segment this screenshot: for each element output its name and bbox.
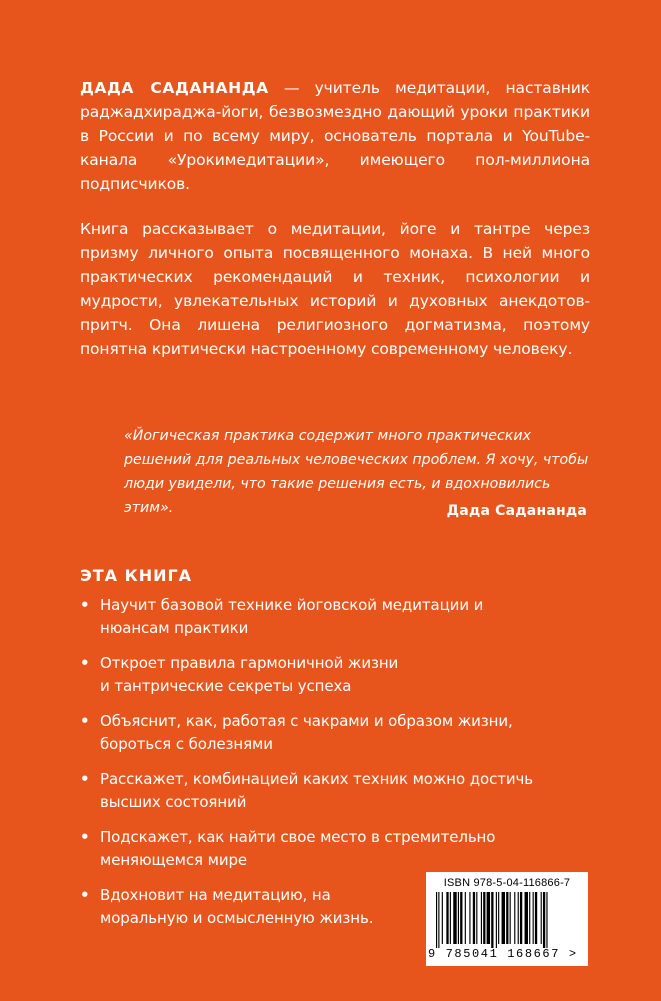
barcode-panel xyxy=(426,872,588,966)
list-item xyxy=(80,884,390,929)
bullet-icon: • xyxy=(80,654,90,672)
bullet-icon: • xyxy=(80,886,90,904)
barcode-bar xyxy=(533,892,534,944)
author-bio-text: — учитель медитации, наставник раджадхираджа-йоги, безвозмездно дающий уроки практики в России и по всему миру, основатель портала и YouTube-канала «Урокимедитации», имеющего пол-миллиона подписчиков. xyxy=(80,79,590,193)
list-item xyxy=(80,594,520,639)
barcode-bar xyxy=(543,892,545,948)
author-name: ДАДА САДАНАНДА xyxy=(80,79,269,97)
barcode-bar xyxy=(460,892,462,944)
barcode-bar xyxy=(458,892,459,944)
list-item-text: Объяснит, как, работая с чакрами и образом жизни, бороться с болезнями xyxy=(100,712,513,753)
list-item xyxy=(80,826,560,871)
barcode-bar xyxy=(506,892,508,944)
barcode-bar xyxy=(465,892,466,944)
barcode-bar xyxy=(491,892,493,948)
list-item-text: Расскажет, комбинацией каких техник можно достичь высших состояний xyxy=(100,770,534,811)
bullet-icon: • xyxy=(80,712,90,730)
list-item-text: Вдохновит на медитацию, на моральную и осмысленную жизнь. xyxy=(100,886,374,927)
list-item xyxy=(80,652,400,697)
barcode-bar xyxy=(541,892,542,944)
list-item-text: Откроет правила гармоничной жизни и тантрические секреты успеха xyxy=(100,654,399,695)
book-description: Книга рассказывает о медитации, йоге и тантре через призму личного опыта посвященного монаха. В ней много практических рекомендаций и техник, психологии и мудрости, увлекательных историй и духовных анекдотов-притч. Она лишена религиозного догматизма, поэтому понятна критически настроенному современному человеку. xyxy=(80,220,590,358)
barcode-bar xyxy=(446,892,448,944)
section-title: ЭТА КНИГА xyxy=(80,566,193,585)
barcode-bar xyxy=(514,892,515,944)
barcode-bar xyxy=(535,892,537,944)
barcode-bar xyxy=(529,892,530,944)
barcode-bar xyxy=(518,892,519,944)
barcode-bar xyxy=(442,892,443,944)
barcode-bar xyxy=(476,892,477,944)
list-item-text: Научит базовой технике йоговской медитации и нюансам практики xyxy=(100,596,484,637)
barcode-bar xyxy=(496,892,497,948)
barcode-bar xyxy=(525,892,528,944)
barcode-bar xyxy=(498,892,499,944)
barcode-digits: 9 785041 168667 > xyxy=(428,947,578,961)
barcode-bar xyxy=(481,892,482,944)
author-quote: «Йогическая практика содержит много практических решений для реальных человеческих проблем. Я хочу, чтобы люди увидели, что такие решения есть, и вдохновились этим». xyxy=(124,428,589,516)
barcode-bar xyxy=(546,892,547,948)
barcode-bar xyxy=(473,892,475,944)
author-bio xyxy=(80,76,590,196)
barcode-bar xyxy=(520,892,522,944)
list-item-text: Подскажет, как найти свое место в стремительно меняющемся мире xyxy=(100,828,496,869)
barcode-bar xyxy=(487,892,490,944)
barcode-bar xyxy=(450,892,451,944)
barcode-bar xyxy=(436,892,437,948)
barcode-icon xyxy=(432,892,582,948)
barcode-bar xyxy=(483,892,485,944)
bullet-icon: • xyxy=(80,596,90,614)
barcode-bar xyxy=(453,892,456,944)
quote-author: Дада Садананда xyxy=(446,503,587,519)
barcode-bar xyxy=(510,892,511,944)
barcode-bar xyxy=(469,892,470,944)
bullet-icon: • xyxy=(80,828,90,846)
list-item xyxy=(80,768,560,813)
barcode-bar xyxy=(438,892,439,948)
barcode-bar xyxy=(502,892,505,944)
isbn-label: ISBN 978-5-04-116866-7 xyxy=(443,877,571,889)
bullet-icon: • xyxy=(80,770,90,788)
list-item xyxy=(80,710,540,755)
